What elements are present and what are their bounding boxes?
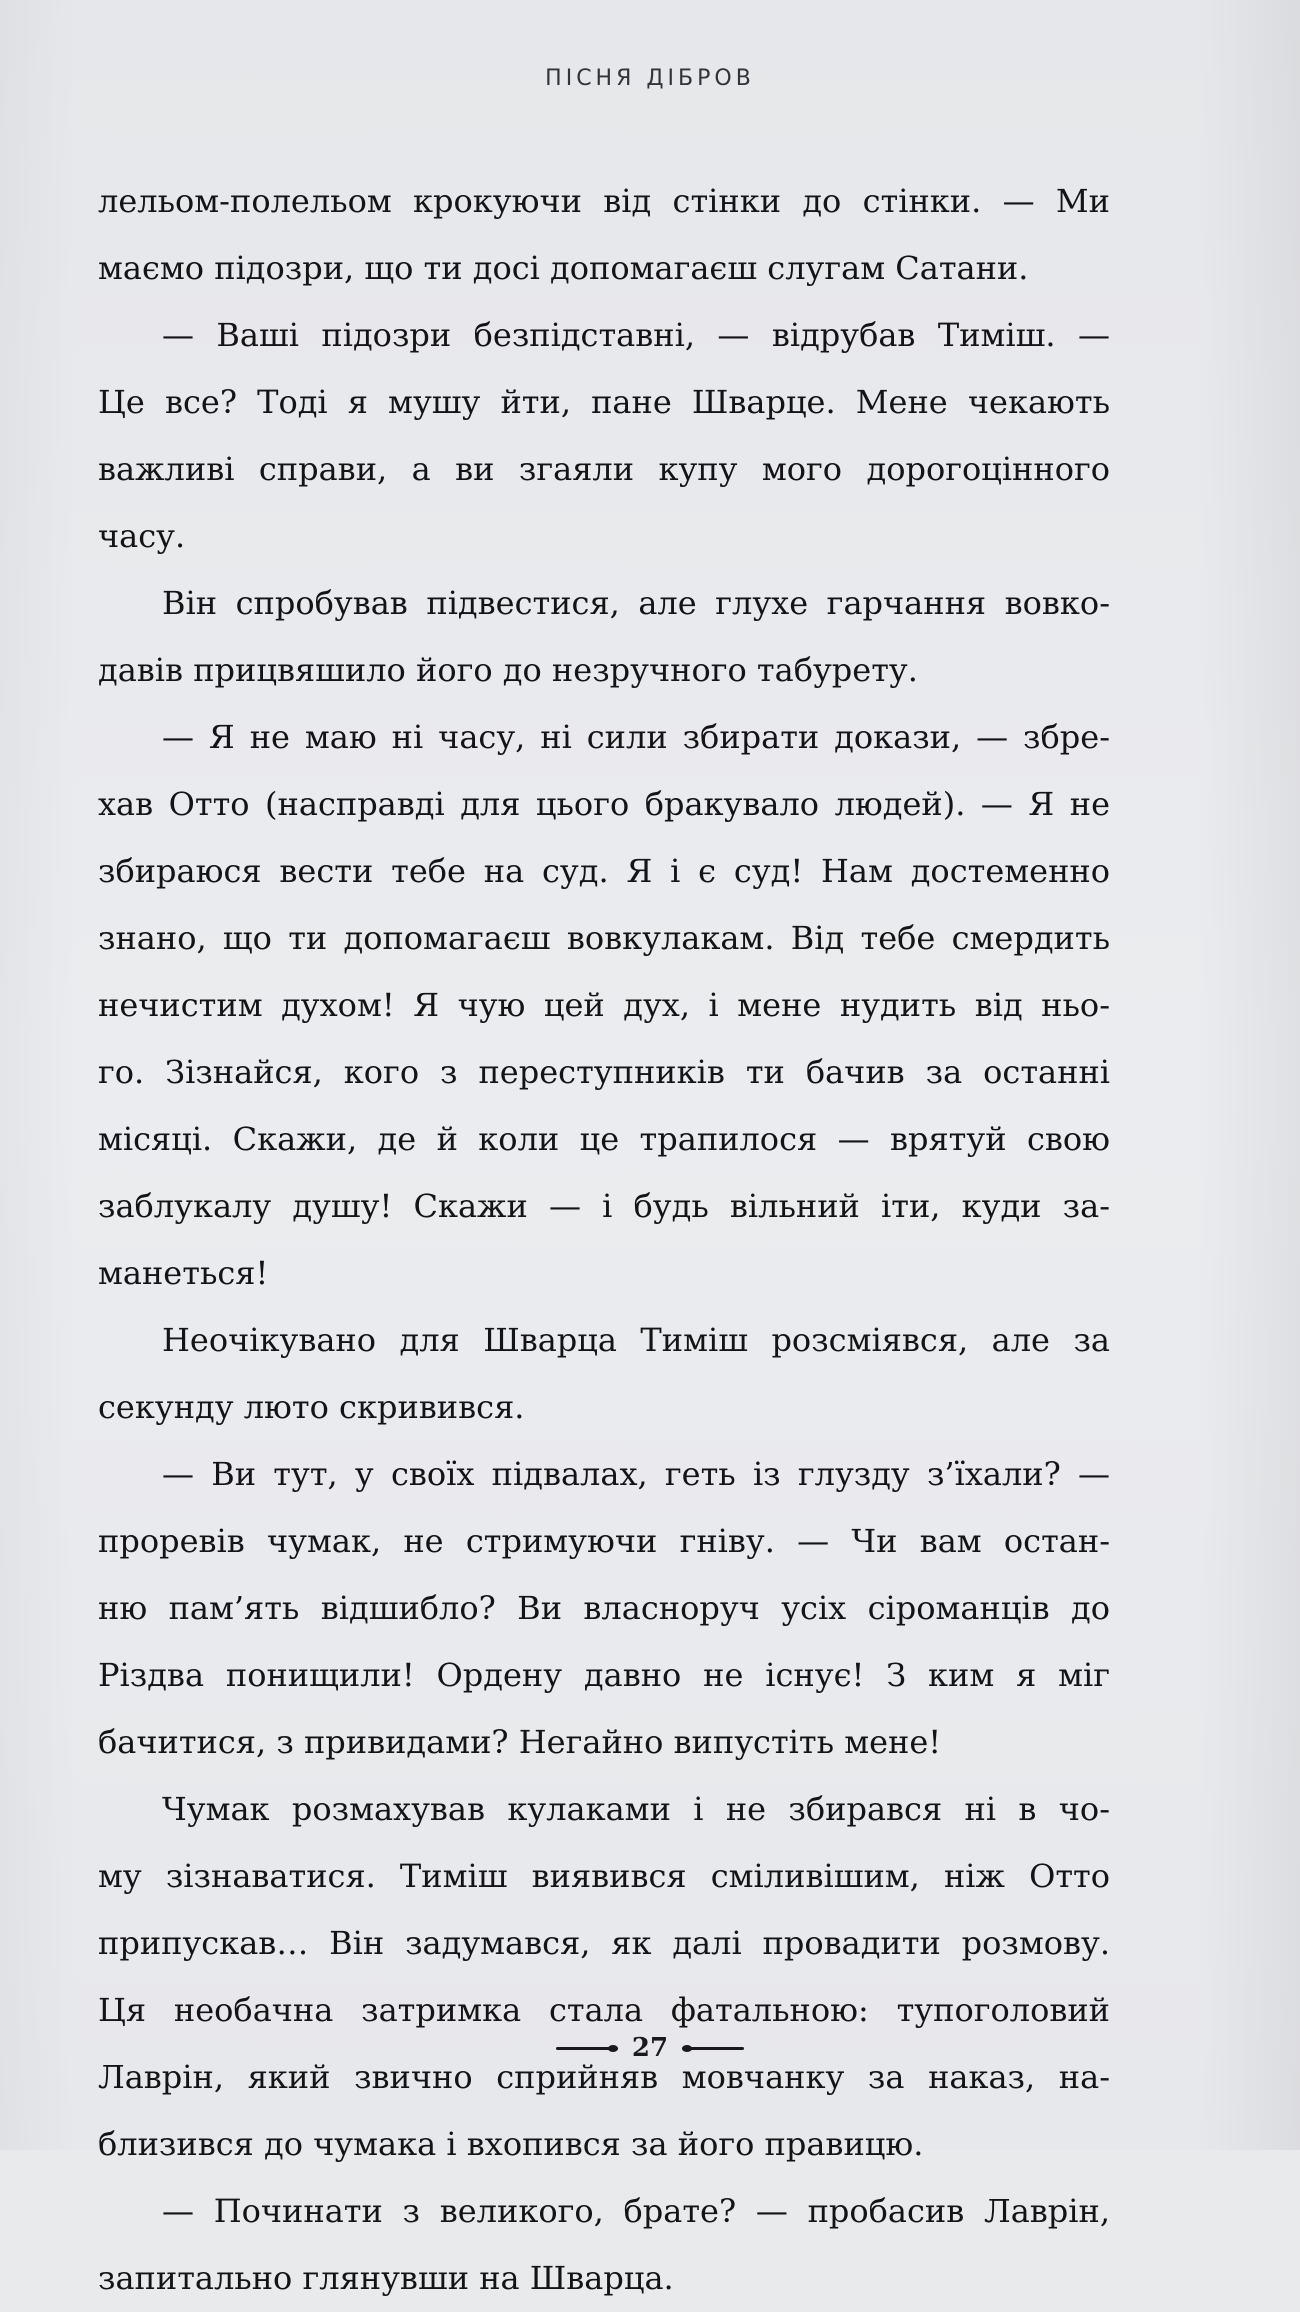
text-line: місяці. Скажи, де й коли це трапилося — врятуй свою: [98, 1120, 1110, 1158]
text-line: знано, що ти допомагаєш вовкулакам. Від тебе смердить: [98, 919, 1110, 957]
text-line: Він спробував підвестися, але глухе гарчання вовко-: [162, 584, 1110, 622]
text-line: проревів чумак, не стримуючи гніву. — Чи вам остан-: [98, 1522, 1110, 1560]
text-line: Чумак розмахував кулаками і не збирався ні в чо-: [162, 1790, 1110, 1828]
text-line: — Починати з великого, брате? — пробасив Лаврін,: [162, 2192, 1110, 2230]
page-number: 27: [631, 2033, 669, 2063]
text-line: заблукалу душу! Скажи — і будь вільний іти, куди за-: [98, 1187, 1110, 1225]
text-line: секунду люто скривився.: [98, 1388, 525, 1426]
footer-ornament-left: [556, 2047, 618, 2050]
text-line: збираюся вести тебе на суд. Я і є суд! Нам достеменно: [98, 852, 1110, 890]
body-text: [98, 168, 1110, 2312]
text-line: манеться!: [98, 1254, 269, 1292]
text-line: запитально глянувши на Шварца.: [98, 2259, 674, 2297]
footer-ornament-right: [682, 2047, 744, 2050]
text-line: — Ваші підозри безпідставні, — відрубав Тиміш. —: [162, 316, 1110, 354]
text-line: важливі справи, а ви згаяли купу мого дорогоцінного: [98, 450, 1110, 488]
text-line: — Я не маю ні часу, ні сили збирати докази, — збре-: [162, 718, 1110, 756]
text-line: му зізнаватися. Тиміш виявився сміливішим, ніж Отто: [98, 1857, 1110, 1895]
text-line: Це все? Тоді я мушу йти, пане Шварце. Мене чекають: [98, 383, 1110, 421]
text-line: го. Зізнайся, кого з переступників ти бачив за останні: [98, 1053, 1110, 1091]
text-line: Різдва понищили! Ордену давно не існує! З ким я міг: [98, 1656, 1110, 1694]
text-line: нечистим духом! Я чую цей дух, і мене нудить від ньо-: [98, 986, 1110, 1024]
text-line: маємо підозри, що ти досі допомагаєш слугам Сатани.: [98, 249, 1029, 287]
text-line: — Ви тут, у своїх підвалах, геть із глузду з’їхали? —: [162, 1455, 1110, 1493]
text-line: Ця необачна затримка стала фатальною: тупоголовий: [98, 1991, 1110, 2029]
text-line: близився до чумака і вхопився за його правицю.: [98, 2125, 924, 2163]
text-line: хав Отто (насправді для цього бракувало людей). — Я не: [98, 785, 1110, 823]
text-line: часу.: [98, 517, 186, 555]
text-line: Лаврін, який звично сприйняв мовчанку за наказ, на-: [98, 2058, 1110, 2096]
page-footer: [0, 2028, 1300, 2068]
running-title: ПІСНЯ ДІБРОВ: [545, 66, 755, 91]
text-line: лельом-полельом крокуючи від стінки до стінки. — Ми: [98, 182, 1110, 220]
text-line: Неочікувано для Шварца Тиміш розсміявся, але за: [162, 1321, 1110, 1359]
text-line: давів прицвяшило його до незручного табурету.: [98, 651, 918, 689]
text-line: бачитися, з привидами? Негайно випустіть мене!: [98, 1723, 942, 1761]
text-line: припускав… Він задумався, як далі провадити розмову.: [98, 1924, 1110, 1962]
text-line: ню пам’ять відшибло? Ви власноруч усіх сіроманців до: [98, 1589, 1110, 1627]
